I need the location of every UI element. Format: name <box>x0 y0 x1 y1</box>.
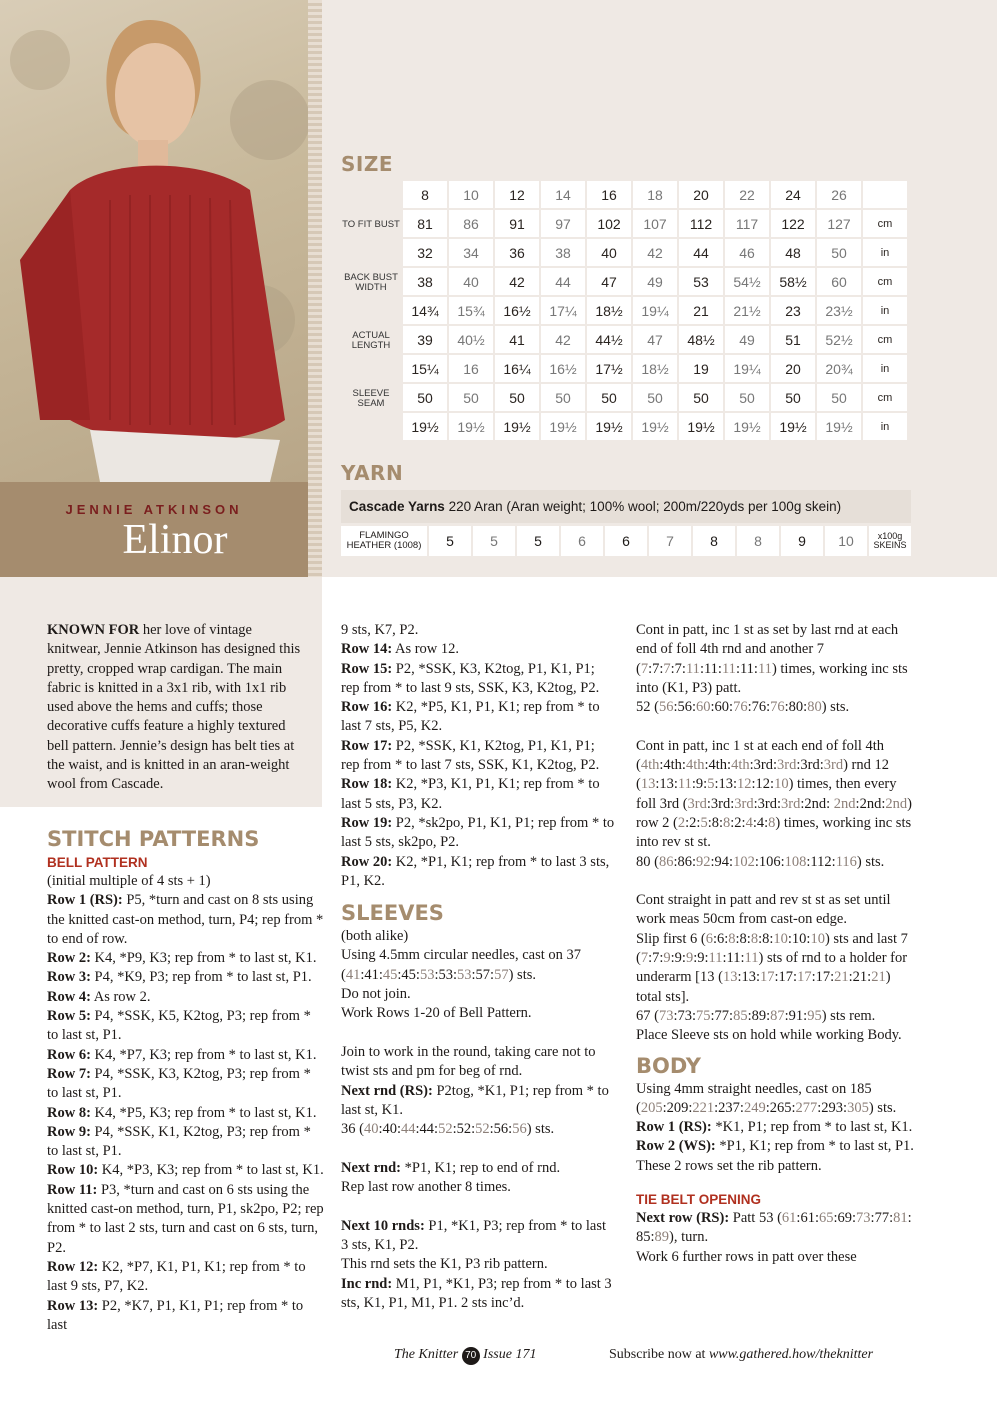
size-cell: 19½ <box>541 413 585 440</box>
size-cell: 50 <box>817 384 861 411</box>
size-cell: 50 <box>817 239 861 266</box>
pattern-text: Row 1 (RS): P5, *turn and cast on 8 sts using the knitted cast-on method, turn, P4; rep from * to end of row. <box>47 892 324 947</box>
size-row-label <box>341 239 401 268</box>
size-cell: 16½ <box>495 297 539 324</box>
size-cell: 47 <box>587 268 631 295</box>
size-cell: 50 <box>495 384 539 411</box>
size-cell: 44 <box>541 268 585 295</box>
size-cell: 19½ <box>495 413 539 440</box>
skein-count-cell: 6 <box>561 526 603 556</box>
size-row-label: TO FIT BUST <box>342 218 400 230</box>
size-cell: 40 <box>587 239 631 266</box>
pattern-text: Row 17: P2, *SSK, K1, K2tog, P1, K1, P1; rep from * to last 7 sts, SSK, K1, K2tog, P2. <box>341 737 600 774</box>
bell-pattern-heading: BELL PATTERN <box>47 855 148 870</box>
bell-pattern-note: (initial multiple of 4 sts + 1) <box>47 873 211 889</box>
pattern-text: Rep last row another 8 times. <box>341 1179 511 1196</box>
column-2 <box>341 621 616 1313</box>
skein-unit-cell: x100g SKEINS <box>869 526 911 556</box>
size-unit-cell: cm <box>863 268 907 295</box>
size-cell: 51 <box>771 326 815 353</box>
pattern-text: Row 7: P4, *SSK, K3, K2tog, P3; rep from * to last st, P1. <box>47 1065 311 1102</box>
size-cell: 54½ <box>725 268 769 295</box>
size-cell: 40 <box>449 268 493 295</box>
size-cell: 18½ <box>587 297 631 324</box>
subscribe-lead: Subscribe now at <box>609 1347 706 1362</box>
size-cell: 41 <box>495 326 539 353</box>
size-cell: 38 <box>541 239 585 266</box>
size-cell: 19¼ <box>725 355 769 382</box>
size-cell: 10 <box>449 181 493 208</box>
size-row-label: BACK BUST WIDTH <box>344 271 398 293</box>
size-cell: 48½ <box>679 326 723 353</box>
size-row-label <box>341 355 401 384</box>
size-unit-cell: in <box>863 355 907 382</box>
pattern-text: Work 6 further rows in patt over these <box>636 1248 857 1265</box>
size-table-row <box>341 297 907 326</box>
yarn-details: 220 Aran (Aran weight; 100% wool; 200m/220yds per 100g skein) <box>448 499 842 514</box>
size-row-label <box>341 181 401 210</box>
pattern-text: Inc rnd: M1, P1, *K1, P3; rep from * to last 3 sts, K1, P1, M1, P1. 2 sts inc’d. <box>341 1275 612 1311</box>
size-cell: 24 <box>771 181 815 208</box>
size-cell: 19½ <box>587 413 631 440</box>
skein-count-cell: 6 <box>605 526 647 556</box>
skein-count-cell: 9 <box>781 526 823 556</box>
size-table-row <box>341 384 907 413</box>
size-cell: 60 <box>817 268 861 295</box>
size-cell: 49 <box>633 268 677 295</box>
pattern-text: Row 14: As row 12. <box>341 641 460 658</box>
title-block <box>0 482 308 577</box>
size-table-row <box>341 181 907 210</box>
size-cell: 16½ <box>541 355 585 382</box>
skein-count-cell: 5 <box>517 526 559 556</box>
pattern-text: Row 1 (RS): *K1, P1; rep from * to last st, K1. <box>636 1119 913 1136</box>
magazine-name: The Knitter <box>394 1347 459 1362</box>
page-number: 70 <box>462 1347 480 1365</box>
size-cell: 14¾ <box>403 297 447 324</box>
pattern-title: Elinor <box>122 517 228 563</box>
pattern-text: Row 2: K4, *P9, K3; rep from * to last st, K1. <box>47 950 317 967</box>
size-cell: 44½ <box>587 326 631 353</box>
size-table <box>341 181 907 442</box>
skein-count-cell: 5 <box>429 526 471 556</box>
size-cell: 19½ <box>633 413 677 440</box>
pattern-text: Row 18: K2, *P3, K1, P1, K1; rep from * to last 5 sts, P3, K2. <box>341 776 600 812</box>
pattern-text: Row 3: P4, *K9, P3; rep from * to last st, P1. <box>47 969 312 986</box>
size-cell: 8 <box>403 181 447 208</box>
size-unit-cell <box>863 181 907 208</box>
size-table-row <box>341 355 907 384</box>
decorative-edge <box>308 0 322 577</box>
skein-count-cell: 10 <box>825 526 867 556</box>
skein-count-cell: 8 <box>737 526 779 556</box>
size-unit-cell: cm <box>863 384 907 411</box>
size-cell: 50 <box>679 384 723 411</box>
pattern-text: 36 (40:40:44:44:52:52:52:56:56) sts. <box>341 1121 555 1138</box>
size-cell: 20 <box>771 355 815 382</box>
skein-count-cell: 7 <box>649 526 691 556</box>
size-cell: 16 <box>587 181 631 208</box>
pattern-text: Next rnd (RS): P2tog, *K1, P1; rep from * to last st, K1. <box>341 1082 609 1118</box>
pattern-text: Work Rows 1-20 of Bell Pattern. <box>341 1005 532 1022</box>
size-cell: 18 <box>633 181 677 208</box>
size-cell: 20¾ <box>817 355 861 382</box>
size-cell: 50 <box>587 384 631 411</box>
size-cell: 40½ <box>449 326 493 353</box>
pattern-text: Using 4.5mm circular needles, cast on 37 (41:41:45:45:53:53:53:57:57) sts. <box>341 947 581 983</box>
model-photo <box>0 0 308 482</box>
pattern-text: Row 19: P2, *sk2po, P1, K1, P1; rep from * to last 5 sts, sk2po, P2. <box>341 814 615 851</box>
pattern-text: Next row (RS): Patt 53 (61:61:65:69:73:77:81: 85:89), turn. <box>636 1210 912 1246</box>
pattern-text: Row 15: P2, *SSK, K3, K2tog, P1, K1, P1; rep from * to last 9 sts, SSK, K3, K2tog, P2. <box>341 660 600 696</box>
size-cell: 17½ <box>587 355 631 382</box>
size-cell: 58½ <box>771 268 815 295</box>
size-unit-cell: in <box>863 413 907 440</box>
size-cell: 122 <box>771 210 815 237</box>
size-row-label: SLEEVE SEAM <box>352 387 390 409</box>
pattern-text: Next 10 rnds: P1, *K1, P3; rep from * to last 3 sts, K1, P2. <box>341 1217 607 1253</box>
size-cell: 14 <box>541 181 585 208</box>
size-cell: 12 <box>495 181 539 208</box>
pattern-text: Row 20: K2, *P1, K1; rep from * to last 3 sts, P1, K2. <box>341 853 610 889</box>
pattern-text: Place Sleeve sts on hold while working Body. <box>636 1027 902 1044</box>
size-unit-cell: cm <box>863 326 907 353</box>
size-unit-cell: cm <box>863 210 907 237</box>
size-cell: 21½ <box>725 297 769 324</box>
size-cell: 47 <box>633 326 677 353</box>
intro-lead: KNOWN FOR <box>47 622 140 638</box>
size-cell: 18½ <box>633 355 677 382</box>
size-cell: 91 <box>495 210 539 237</box>
pattern-text: 9 sts, K7, P2. <box>341 622 419 638</box>
size-cell: 16¼ <box>495 355 539 382</box>
intro-body: her love of vintage knitwear, Jennie Atkinson has designed this pretty, cropped wrap cardigan. The main fabric is knitted in a 3x1 rib, with 1x1 rib used above the hems and cuffs; those decorative cuffs feature a highly textured bell pattern. Jennie’s design has belt ties at the waist, and is knitted in an aran-weight wool from Cascade. <box>47 622 301 793</box>
size-cell: 36 <box>495 239 539 266</box>
size-unit-cell: in <box>863 297 907 324</box>
body-heading: BODY <box>636 1053 701 1078</box>
size-cell: 53 <box>679 268 723 295</box>
sleeves-note: (both alike) <box>341 928 409 945</box>
size-cell: 19½ <box>725 413 769 440</box>
size-cell: 50 <box>541 384 585 411</box>
size-cell: 52½ <box>817 326 861 353</box>
size-cell: 19½ <box>771 413 815 440</box>
yarn-heading: YARN <box>341 461 404 485</box>
size-cell: 44 <box>679 239 723 266</box>
size-cell: 23 <box>771 297 815 324</box>
size-cell: 50 <box>771 384 815 411</box>
column-3 <box>636 621 916 1267</box>
size-row-label <box>341 413 401 442</box>
pattern-text: These 2 rows set the rib pattern. <box>636 1157 822 1174</box>
size-cell: 81 <box>403 210 447 237</box>
size-cell: 17¼ <box>541 297 585 324</box>
designer-name: JENNIE ATKINSON <box>65 502 243 517</box>
size-cell: 48 <box>771 239 815 266</box>
yarn-skeins-row <box>341 526 911 556</box>
size-cell: 19½ <box>449 413 493 440</box>
size-cell: 15¼ <box>403 355 447 382</box>
size-table-row <box>341 268 907 297</box>
size-cell: 112 <box>679 210 723 237</box>
size-cell: 19½ <box>403 413 447 440</box>
yarn-shade-label: FLAMINGO HEATHER (1008) <box>341 526 427 556</box>
pattern-text: Slip first 6 (6:6:8:8:8:8:10:10:10) sts and last 7 (7:7:9:9:9:9:11:11:11) sts of rnd to a holder for underarm [13 (13:13:17:17:17:17:21:21:21) total sts]. <box>636 930 908 1005</box>
pattern-text: This rnd sets the K1, P3 rib pattern. <box>341 1256 548 1273</box>
size-cell: 50 <box>725 384 769 411</box>
size-cell: 49 <box>725 326 769 353</box>
size-table-row <box>341 210 907 239</box>
size-cell: 107 <box>633 210 677 237</box>
pattern-text: 80 (86:86:92:94:102:106:108:112:116) sts. <box>636 853 885 870</box>
pattern-text: Row 4: As row 2. <box>47 988 151 1005</box>
size-unit-cell: in <box>863 239 907 266</box>
skein-count-cell: 5 <box>473 526 515 556</box>
size-cell: 117 <box>725 210 769 237</box>
size-row-label: ACTUAL LENGTH <box>351 329 391 351</box>
pattern-text: Row 6: K4, *P7, K3; rep from * to last st, K1. <box>47 1046 317 1063</box>
size-cell: 102 <box>587 210 631 237</box>
sleeves-heading: SLEEVES <box>341 901 444 926</box>
pattern-text: Row 12: K2, *P7, K1, P1, K1; rep from * to last 9 sts, P7, K2. <box>47 1258 306 1295</box>
pattern-text: 67 (73:73:75:77:85:89:87:91:95) sts rem. <box>636 1007 876 1024</box>
size-table-row <box>341 239 907 268</box>
skein-count-cell: 8 <box>693 526 735 556</box>
size-cell: 19½ <box>679 413 723 440</box>
size-cell: 19¼ <box>633 297 677 324</box>
yarn-description <box>341 490 911 523</box>
pattern-text: Cont in patt, inc 1 st as set by last rnd at each end of foll 4th rnd and another 7 (7:7:7:7:11:11:11:11:11) times, working inc sts into (K1, P3) patt. <box>636 622 908 696</box>
pattern-text: Row 5: P4, *SSK, K5, K2tog, P3; rep from * to last st, P1. <box>47 1008 311 1044</box>
size-cell: 23½ <box>817 297 861 324</box>
pattern-text: Next rnd: *P1, K1; rep to end of rnd. <box>341 1159 561 1176</box>
size-cell: 38 <box>403 268 447 295</box>
size-cell: 42 <box>495 268 539 295</box>
size-cell: 19½ <box>817 413 861 440</box>
size-cell: 16 <box>449 355 493 382</box>
pattern-text: Cont straight in patt and rev st st as set until work meas 50cm from cast-on edge. <box>636 892 891 928</box>
size-table-row <box>341 413 907 442</box>
footer-subscribe <box>609 1347 873 1363</box>
pattern-text: Row 16: K2, *P5, K1, P1, K1; rep from * to last 7 sts, P5, K2. <box>341 699 600 735</box>
size-cell: 97 <box>541 210 585 237</box>
pattern-text: Row 2 (WS): *P1, K1; rep from * to last st, P1. <box>636 1138 914 1155</box>
pattern-text: Row 9: P4, *SSK, K1, K2tog, P3; rep from * to last st, P1. <box>47 1123 311 1160</box>
footer-magazine <box>394 1347 536 1365</box>
size-heading: SIZE <box>341 152 394 176</box>
pattern-text: Row 8: K4, *P5, K3; rep from * to last st, K1. <box>47 1104 317 1121</box>
pattern-text: Row 11: P3, *turn and cast on 6 sts using the knitted cast-on method, turn, P1, sk2po, P2; rep from * to last 2 sts, turn and cast on 6 sts, turn, P2. <box>47 1181 324 1256</box>
pattern-text: 52 (56:56:60:60:76:76:76:80:80) sts. <box>636 699 850 716</box>
issue-number: Issue 171 <box>483 1347 537 1362</box>
pattern-text: Do not join. <box>341 986 411 1003</box>
size-table-row <box>341 326 907 355</box>
size-cell: 50 <box>633 384 677 411</box>
size-cell: 19 <box>679 355 723 382</box>
pattern-text: Using 4mm straight needles, cast on 185 (205:209:221:237:249:265:277:293:305) sts. <box>636 1080 897 1116</box>
pattern-text: Cont in patt, inc 1 st at each end of foll 4th (4th:4th:4th:4th:4th:3rd:3rd:3rd:3rd) rnd 12 (13:13:11:9:5:13:12:12:10) times, then every foll 3rd (3rd:3rd:3rd:3rd:3rd:2nd: 2nd:2nd:2nd) row 2 (2:2:5:8:8:2:4:4:8) times, working inc sts into rev st st. <box>636 737 912 851</box>
size-cell: 34 <box>449 239 493 266</box>
model-photo-illustration <box>0 0 308 482</box>
pattern-text: Row 13: P2, *K7, P1, K1, P1; rep from * to last <box>47 1297 304 1333</box>
intro-text <box>47 621 305 795</box>
stitch-patterns-heading: STITCH PATTERNS <box>47 827 260 851</box>
size-cell: 32 <box>403 239 447 266</box>
size-row-label <box>341 297 401 326</box>
size-cell: 50 <box>449 384 493 411</box>
size-cell: 50 <box>403 384 447 411</box>
size-cell: 42 <box>633 239 677 266</box>
size-cell: 22 <box>725 181 769 208</box>
size-cell: 26 <box>817 181 861 208</box>
size-cell: 127 <box>817 210 861 237</box>
tie-belt-heading: TIE BELT OPENING <box>636 1192 762 1208</box>
size-cell: 42 <box>541 326 585 353</box>
size-cell: 46 <box>725 239 769 266</box>
subscribe-link[interactable]: www.gathered.how/theknitter <box>708 1347 874 1362</box>
column-1 <box>47 825 325 1335</box>
size-cell: 21 <box>679 297 723 324</box>
pattern-text: Row 10: K4, *P3, K3; rep from * to last st, K1. <box>47 1162 324 1179</box>
size-cell: 15¾ <box>449 297 493 324</box>
yarn-brand: Cascade Yarns <box>349 499 445 514</box>
size-cell: 39 <box>403 326 447 353</box>
pattern-text: Join to work in the round, taking care not to twist sts and pm for beg of rnd. <box>341 1043 596 1080</box>
size-cell: 20 <box>679 181 723 208</box>
size-cell: 86 <box>449 210 493 237</box>
